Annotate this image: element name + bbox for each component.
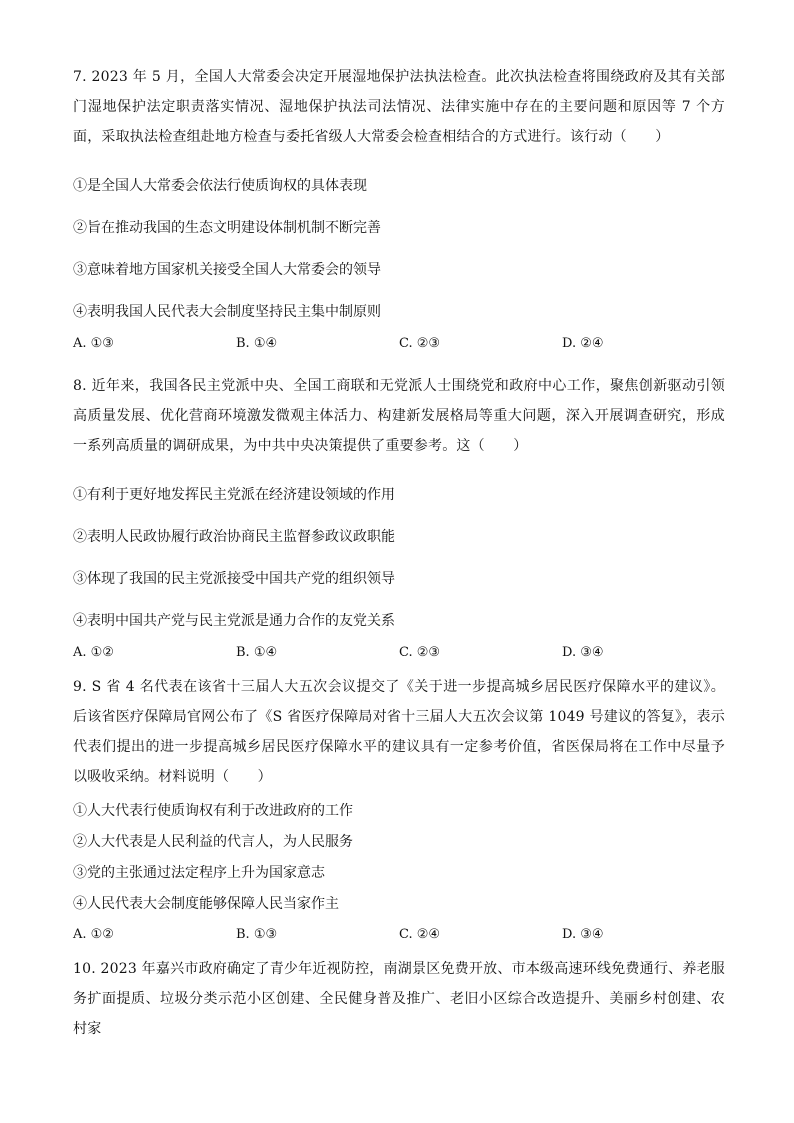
statement-option: ③意味着地方国家机关接受全国人大常委会的领导 xyxy=(73,262,381,278)
statement-option: ①有利于更好地发挥民主党派在经济建设领域的作用 xyxy=(73,487,395,503)
choice-a: A. ①③ xyxy=(73,336,114,351)
choice-d: D. ③④ xyxy=(562,645,604,660)
statement-option: ①是全国人大常委会依法行使质询权的具体表现 xyxy=(73,178,367,194)
statement-option: ②表明人民政协履行政治协商民主监督参政议政职能 xyxy=(73,529,395,545)
statement-option: ④人民代表大会制度能够保障人民当家作主 xyxy=(73,896,339,912)
choice-a: A. ①② xyxy=(73,645,114,660)
choice-b: B. ①④ xyxy=(236,645,278,660)
statement-option: ③党的主张通过法定程序上升为国家意志 xyxy=(73,865,325,881)
choice-d: D. ③④ xyxy=(562,927,604,942)
answer-choices xyxy=(73,335,725,353)
choice-b: B. ①④ xyxy=(236,336,278,351)
question-stem: 9. S 省 4 名代表在该省十三届人大五次会议提交了《关于进一步提高城乡居民医疗保障水平的建议》。后该省医疗保障局官网公布了《S 省医疗保障局对省十三届人大五次会议第 1049 号建议的答复》，表示代表们提出的进一步提高城乡居民医疗保障水平的建议具有一定参考价值，省医保局将在工作中尽量予以吸收采纳。材料说明（ ） xyxy=(73,679,725,785)
question-7 xyxy=(73,62,725,353)
answer-choices xyxy=(73,926,725,944)
statement-option: ②人大代表是人民利益的代言人，为人民服务 xyxy=(73,834,353,850)
statement-option: ④表明中国共产党与民主党派是通力合作的友党关系 xyxy=(73,613,395,629)
question-stem: 10. 2023 年嘉兴市政府确定了青少年近视防控，南湖景区免费开放、市本级高速环线免费通行、养老服务扩面提质、垃圾分类示范小区创建、全民健身普及推广、老旧小区综合改造提升、美丽乡村创建、农村家 xyxy=(73,961,725,1037)
answer-choices xyxy=(73,644,725,662)
choice-d: D. ②④ xyxy=(562,336,604,351)
choice-a: A. ①② xyxy=(73,927,114,942)
question-8 xyxy=(73,371,725,662)
statement-option: ①人大代表行使质询权有利于改进政府的工作 xyxy=(73,803,353,819)
question-9 xyxy=(73,672,725,944)
exam-page xyxy=(73,62,725,1044)
choice-c: C. ②③ xyxy=(399,645,441,660)
statement-option: ④表明我国人民代表大会制度坚持民主集中制原则 xyxy=(73,304,381,320)
question-stem: 8. 近年来，我国各民主党派中央、全国工商联和无党派人士围绕党和政府中心工作，聚焦创新驱动引领高质量发展、优化营商环境激发微观主体活力、构建新发展格局等重大问题，深入开展调查研究，形成一系列高质量的调研成果，为中共中央决策提供了重要参考。这（ ） xyxy=(73,378,725,454)
choice-c: C. ②④ xyxy=(399,927,441,942)
statement-option: ③体现了我国的民主党派接受中国共产党的组织领导 xyxy=(73,571,395,587)
statement-option: ②旨在推动我国的生态文明建设体制机制不断完善 xyxy=(73,220,381,236)
choice-c: C. ②③ xyxy=(399,336,441,351)
question-stem: 7. 2023 年 5 月，全国人大常委会决定开展湿地保护法执法检查。此次执法检查将围绕政府及其有关部门湿地保护法定职责落实情况、湿地保护执法司法情况、法律实施中存在的主要问题和原因等 7 个方面，采取执法检查组赴地方检查与委托省级人大常委会检查相结合的方式进行。该行动（ ） xyxy=(73,69,725,145)
choice-b: B. ①③ xyxy=(236,927,278,942)
question-10 xyxy=(73,954,725,1044)
